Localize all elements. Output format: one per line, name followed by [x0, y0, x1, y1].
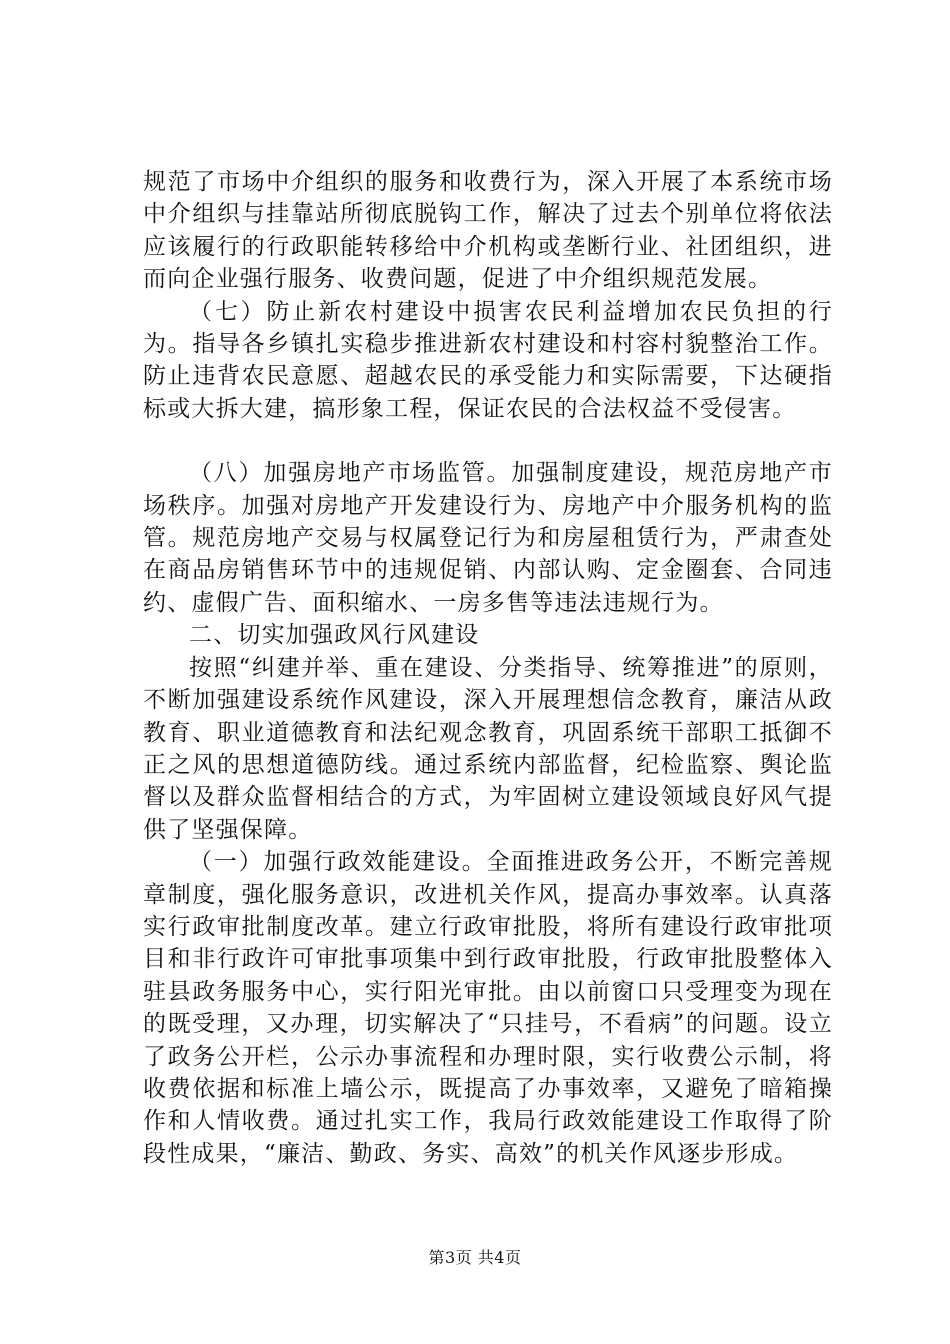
paragraph-principles: 按照“纠建并举、重在建设、分类指导、统筹推进”的原则，不断加强建设系统作风建设，深入开展理想信念教育，廉洁从政教育、职业道德教育和法纪观念教育，巩固系统干部职工抵御不正之风的思想道德防线。通过系统内部监督，纪检监察、舆论监督以及群众监督相结合的方式，为牢固树立建设领域良好风气提供了坚强保障。: [143, 654, 833, 843]
document-body: [143, 166, 833, 1170]
page-number-footer: 第3页 共4页: [428, 1248, 522, 1267]
paragraph-real-estate: （八）加强房地产市场监管。加强制度建设，规范房地产市场秩序。加强对房地产开发建设行为、房地产中介服务机构的监管。规范房地产交易与权属登记行为和房屋租赁行为，严肃查处在商品房销售环节中的违规促销、内部认购、定金圈套、合同违约、虚假广告、面积缩水、一房多售等违法违规行为。: [143, 460, 833, 616]
paragraph-administrative-efficiency: （一）加强行政效能建设。全面推进政务公开，不断完善规章制度，强化服务意识，改进机关作风，提高办事效率。认真落实行政审批制度改革。建立行政审批股，将所有建设行政审批项目和非行政许可审批事项集中到行政审批股，行政审批股整体入驻县政务服务中心，实行阳光审批。由以前窗口只受理变为现在的既受理，又办理，切实解决了“只挂号，不看病”的问题。设立了政务公开栏，公示办事流程和办理时限，实行收费公示制，将收费依据和标准上墙公示，既提高了办事效率，又避免了暗箱操作和人情收费。通过扎实工作，我局行政效能建设工作取得了阶段性成果，“廉洁、勤政、务实、高效”的机关作风逐步形成。: [143, 849, 833, 1167]
paragraph-intermediary-regulation: 规范了市场中介组织的服务和收费行为，深入开展了本系统市场中介组织与挂靠站所彻底脱钩工作，解决了过去个别单位将依法应该履行的行政职能转移给中介机构或垄断行业、社团组织，进而向企业强行服务、收费问题，促进了中介组织规范发展。: [143, 169, 833, 293]
paragraph-rural-construction: （七）防止新农村建设中损害农民利益增加农民负担的行为。指导各乡镇扎实稳步推进新农村建设和村容村貌整治工作。防止违背农民意愿、超越农民的承受能力和实际需要，下达硬指标或大拆大建，搞形象工程，保证农民的合法权益不受侵害。: [143, 298, 833, 422]
section-heading-style-building: 二、切实加强政风行风建设: [189, 622, 480, 649]
